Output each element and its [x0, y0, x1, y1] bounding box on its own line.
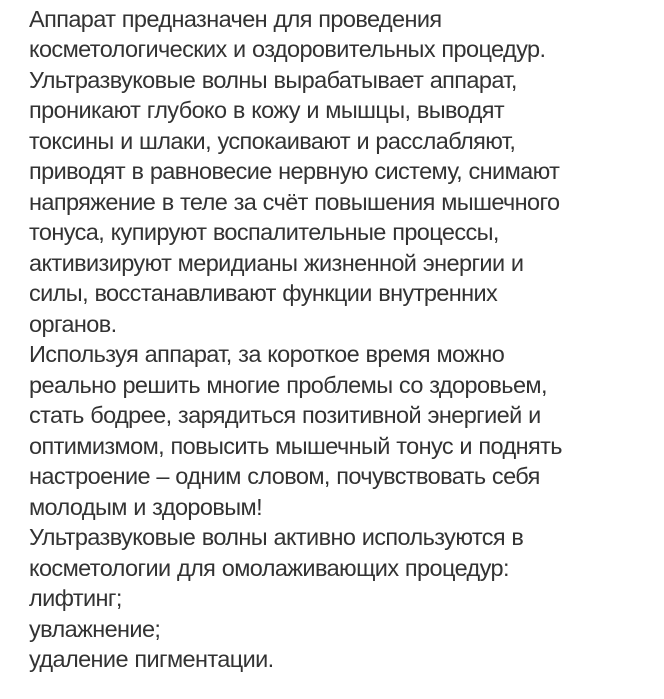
- text-line: токсины и шлаки, успокаивают и расслабляют,: [29, 127, 516, 154]
- text-line: проникают глубоко в кожу и мышцы, выводят: [29, 97, 505, 123]
- list-item-moisturizing: увлажнение;: [29, 615, 161, 642]
- text-line: силы, восстанавливают функции внутренних: [29, 280, 498, 306]
- text-line: настроение – одним словом, почувствовать себя: [29, 463, 540, 489]
- list-item-pigment-removal: удаление пигментации.: [29, 646, 274, 672]
- text-line: косметологии для омолаживающих процедур:: [29, 554, 509, 581]
- text-line: напряжение в теле за счёт повышения мышечного: [29, 188, 560, 215]
- paragraph-device-purpose: [29, 4, 659, 340]
- text-line: молодым и здоровым!: [29, 493, 263, 520]
- text-line: тонуса, купируют воспалительные процессы,: [29, 219, 499, 245]
- text-line: косметологических и оздоровительных процедур.: [29, 36, 546, 62]
- document-text: [29, 0, 659, 675]
- list-item-lifting: лифтинг;: [29, 585, 122, 611]
- text-line: приводят в равновесие нервную систему, снимают: [29, 158, 560, 184]
- text-line: активизируют меридианы жизненной энергии и: [29, 249, 524, 276]
- paragraph-benefits: [29, 339, 659, 522]
- text-line: Аппарат предназначен для проведения: [29, 5, 442, 32]
- text-line: стать бодрее, зарядиться позитивной энергией и: [29, 402, 541, 428]
- text-line: реально решить многие проблемы со здоровьем,: [29, 371, 547, 398]
- paragraph-cosmetology-use: [29, 522, 659, 583]
- text-line: Ультразвуковые волны активно используются в: [29, 524, 524, 550]
- procedure-list: [29, 583, 659, 675]
- text-line: Ультразвуковые волны вырабатывает аппарат,: [29, 66, 517, 93]
- text-line: органов.: [29, 310, 117, 337]
- text-line: оптимизмом, повысить мышечный тонус и поднять: [29, 432, 562, 459]
- text-line: Используя аппарат, за короткое время можно: [29, 341, 505, 367]
